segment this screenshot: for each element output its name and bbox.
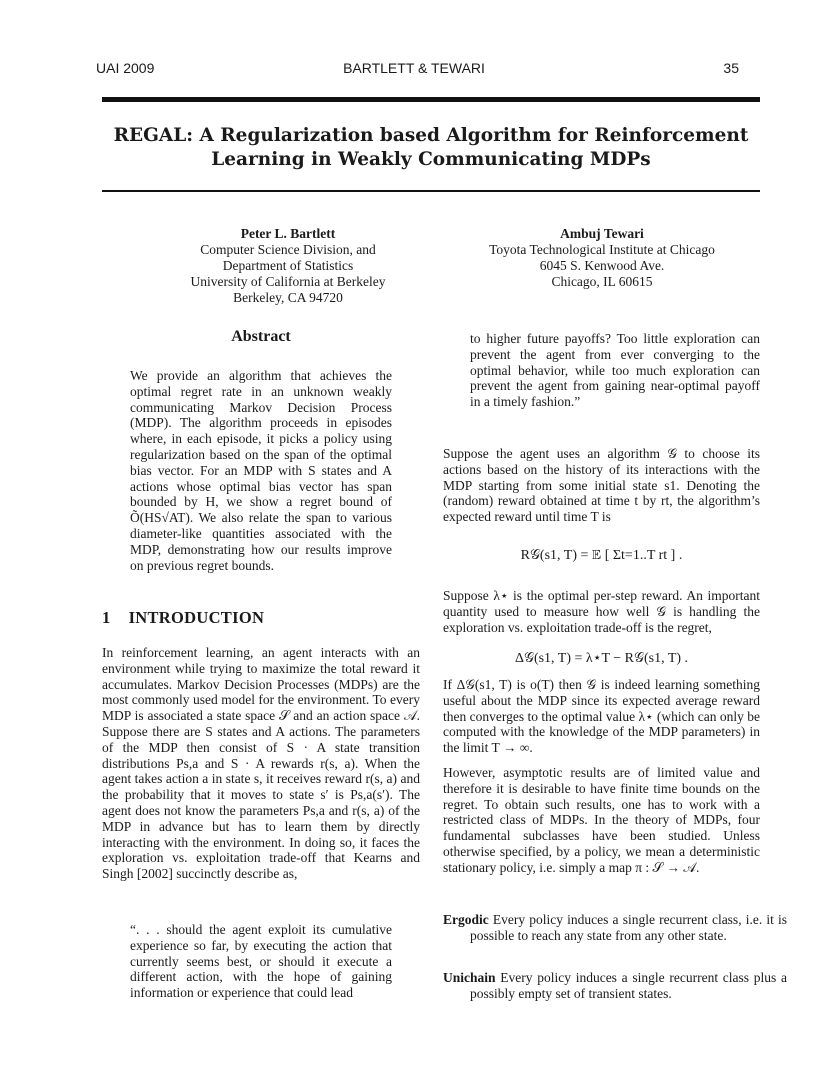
author-affiliation-line: Chicago, IL 60615 (551, 274, 653, 289)
intro-paragraph-5: However, asymptotic results are of limited value and therefore it is desirable to have finite time bounds on the regret. To obtain such results, one has to work with a restricted class of MDPs. In the theory of MDPs, four fundamental subclasses have been studied. Unless otherwise specified, by a policy, we mean a deterministic stationary policy, i.e. simply a map π : 𝒮 → 𝒜. (443, 765, 760, 875)
equation-regret: Δ𝒢(s1, T) = λ⋆T − R𝒢(s1, T) . (514, 651, 689, 666)
author-affiliation-line: Toyota Technological Institute at Chicago (489, 242, 715, 257)
definition-text: Every policy induces a single recurrent class, i.e. it is possible to reach any state from any other state. (470, 912, 787, 943)
author-name: Peter L. Bartlett (240, 226, 336, 241)
running-header-authors: BARTLETT & TEWARI (343, 60, 485, 76)
author-affiliation-line: Computer Science Division, and (200, 242, 376, 257)
title-line-2: Learning in Weakly Communicating MDPs (211, 149, 651, 170)
abstract-heading: Abstract (231, 328, 291, 345)
definition-term: Unichain (443, 970, 496, 985)
definition-text: Every policy induces a single recurrent class plus a possibly empty set of transient states. (470, 970, 788, 1001)
intro-paragraph-4: If Δ𝒢(s1, T) is o(T) then 𝒢 is indeed learning something useful about the MDP since its expected average reward then converges to the optimal value λ⋆ (which can only be computed with the knowledge of the MDP parameters) in the limit T → ∞. (443, 677, 760, 756)
definition-unichain (443, 970, 787, 1002)
intro-paragraph-3: Suppose λ⋆ is the optimal per-step reward. An important quantity used to measure how well 𝒢 is handling the exploration vs. exploitation trade-off is the regret, (443, 588, 760, 635)
abstract-text: We provide an algorithm that achieves the optimal regret rate in an unknown weakly communicating Markov Decision Process (MDP). The algorithm proceeds in episodes where, in each episode, it picks a policy using regularization based on the span of the optimal bias vector. For an MDP with S states and A actions whose optimal bias vector has span bounded by H, we show a regret bound of Õ(HS√AT). We also relate the span to various diameter-like quantities associated with the MDP, demonstrating how our results improve on previous regret bounds. (130, 368, 392, 573)
author-block-2 (442, 226, 762, 290)
paper-title (102, 124, 760, 172)
equation-expected-reward: R𝒢(s1, T) = 𝔼 [ Σt=1..T rt ] . (520, 548, 683, 563)
section-title: INTRODUCTION (128, 608, 265, 627)
intro-paragraph-2: Suppose the agent uses an algorithm 𝒢 to choose its actions based on the history of its interactions with the MDP starting from some initial state s1. Denoting the (random) reward obtained at time t by rt, the algorithm’s expected reward until time T is (443, 446, 760, 525)
title-line-1: REGAL: A Regularization based Algorithm for Reinforcement (113, 125, 749, 146)
running-header-venue: UAI 2009 (96, 60, 155, 76)
title-rule (102, 190, 760, 192)
intro-paragraph-1: In reinforcement learning, an agent interacts with an environment while trying to maximize the total reward it accumulates. Markov Decision Processes (MDPs) are the most commonly used model for the environment. To every MDP is associated a state space 𝒮 and an action space 𝒜. Suppose there are S states and A actions. The parameters of the MDP then consist of S · A state transition distributions Ps,a and S · A rewards r(s, a). When the agent takes action a in state s, it receives reward r(s, a) and the probability that it moves to state s′ is Ps,a(s′). The agent does not know the parameters Ps,a and r(s, a) of the MDP in advance but has to learn them by directly interacting with the environment. In doing so, it faces the exploration vs. exploitation trade-off that Kearns and Singh [2002] succinctly describe as, (102, 645, 420, 882)
section-heading (102, 608, 282, 628)
author-affiliation-line: 6045 S. Kenwood Ave. (539, 258, 665, 273)
author-affiliation-line: University of California at Berkeley (190, 274, 386, 289)
page-number: 35 (723, 60, 739, 76)
author-affiliation-line: Berkeley, CA 94720 (233, 290, 343, 305)
author-name: Ambuj Tewari (560, 226, 644, 241)
author-block-1 (168, 226, 408, 306)
definition-term: Ergodic (443, 912, 489, 927)
quote-continuation: to higher future payoffs? Too little exploration can prevent the agent from ever converging to the optimal behavior, while too much exploration can prevent the agent from gaining near-optimal payoff in a timely fashion.” (470, 331, 760, 410)
definition-ergodic (443, 912, 787, 944)
quote-block: “. . . should the agent exploit its cumulative experience so far, by executing the action that currently seems best, or should it execute a different action, with the hope of gaining information or experience that could lead (130, 922, 392, 1001)
author-affiliation-line: Department of Statistics (222, 258, 354, 273)
top-rule (102, 97, 760, 102)
section-number: 1 (102, 608, 111, 627)
